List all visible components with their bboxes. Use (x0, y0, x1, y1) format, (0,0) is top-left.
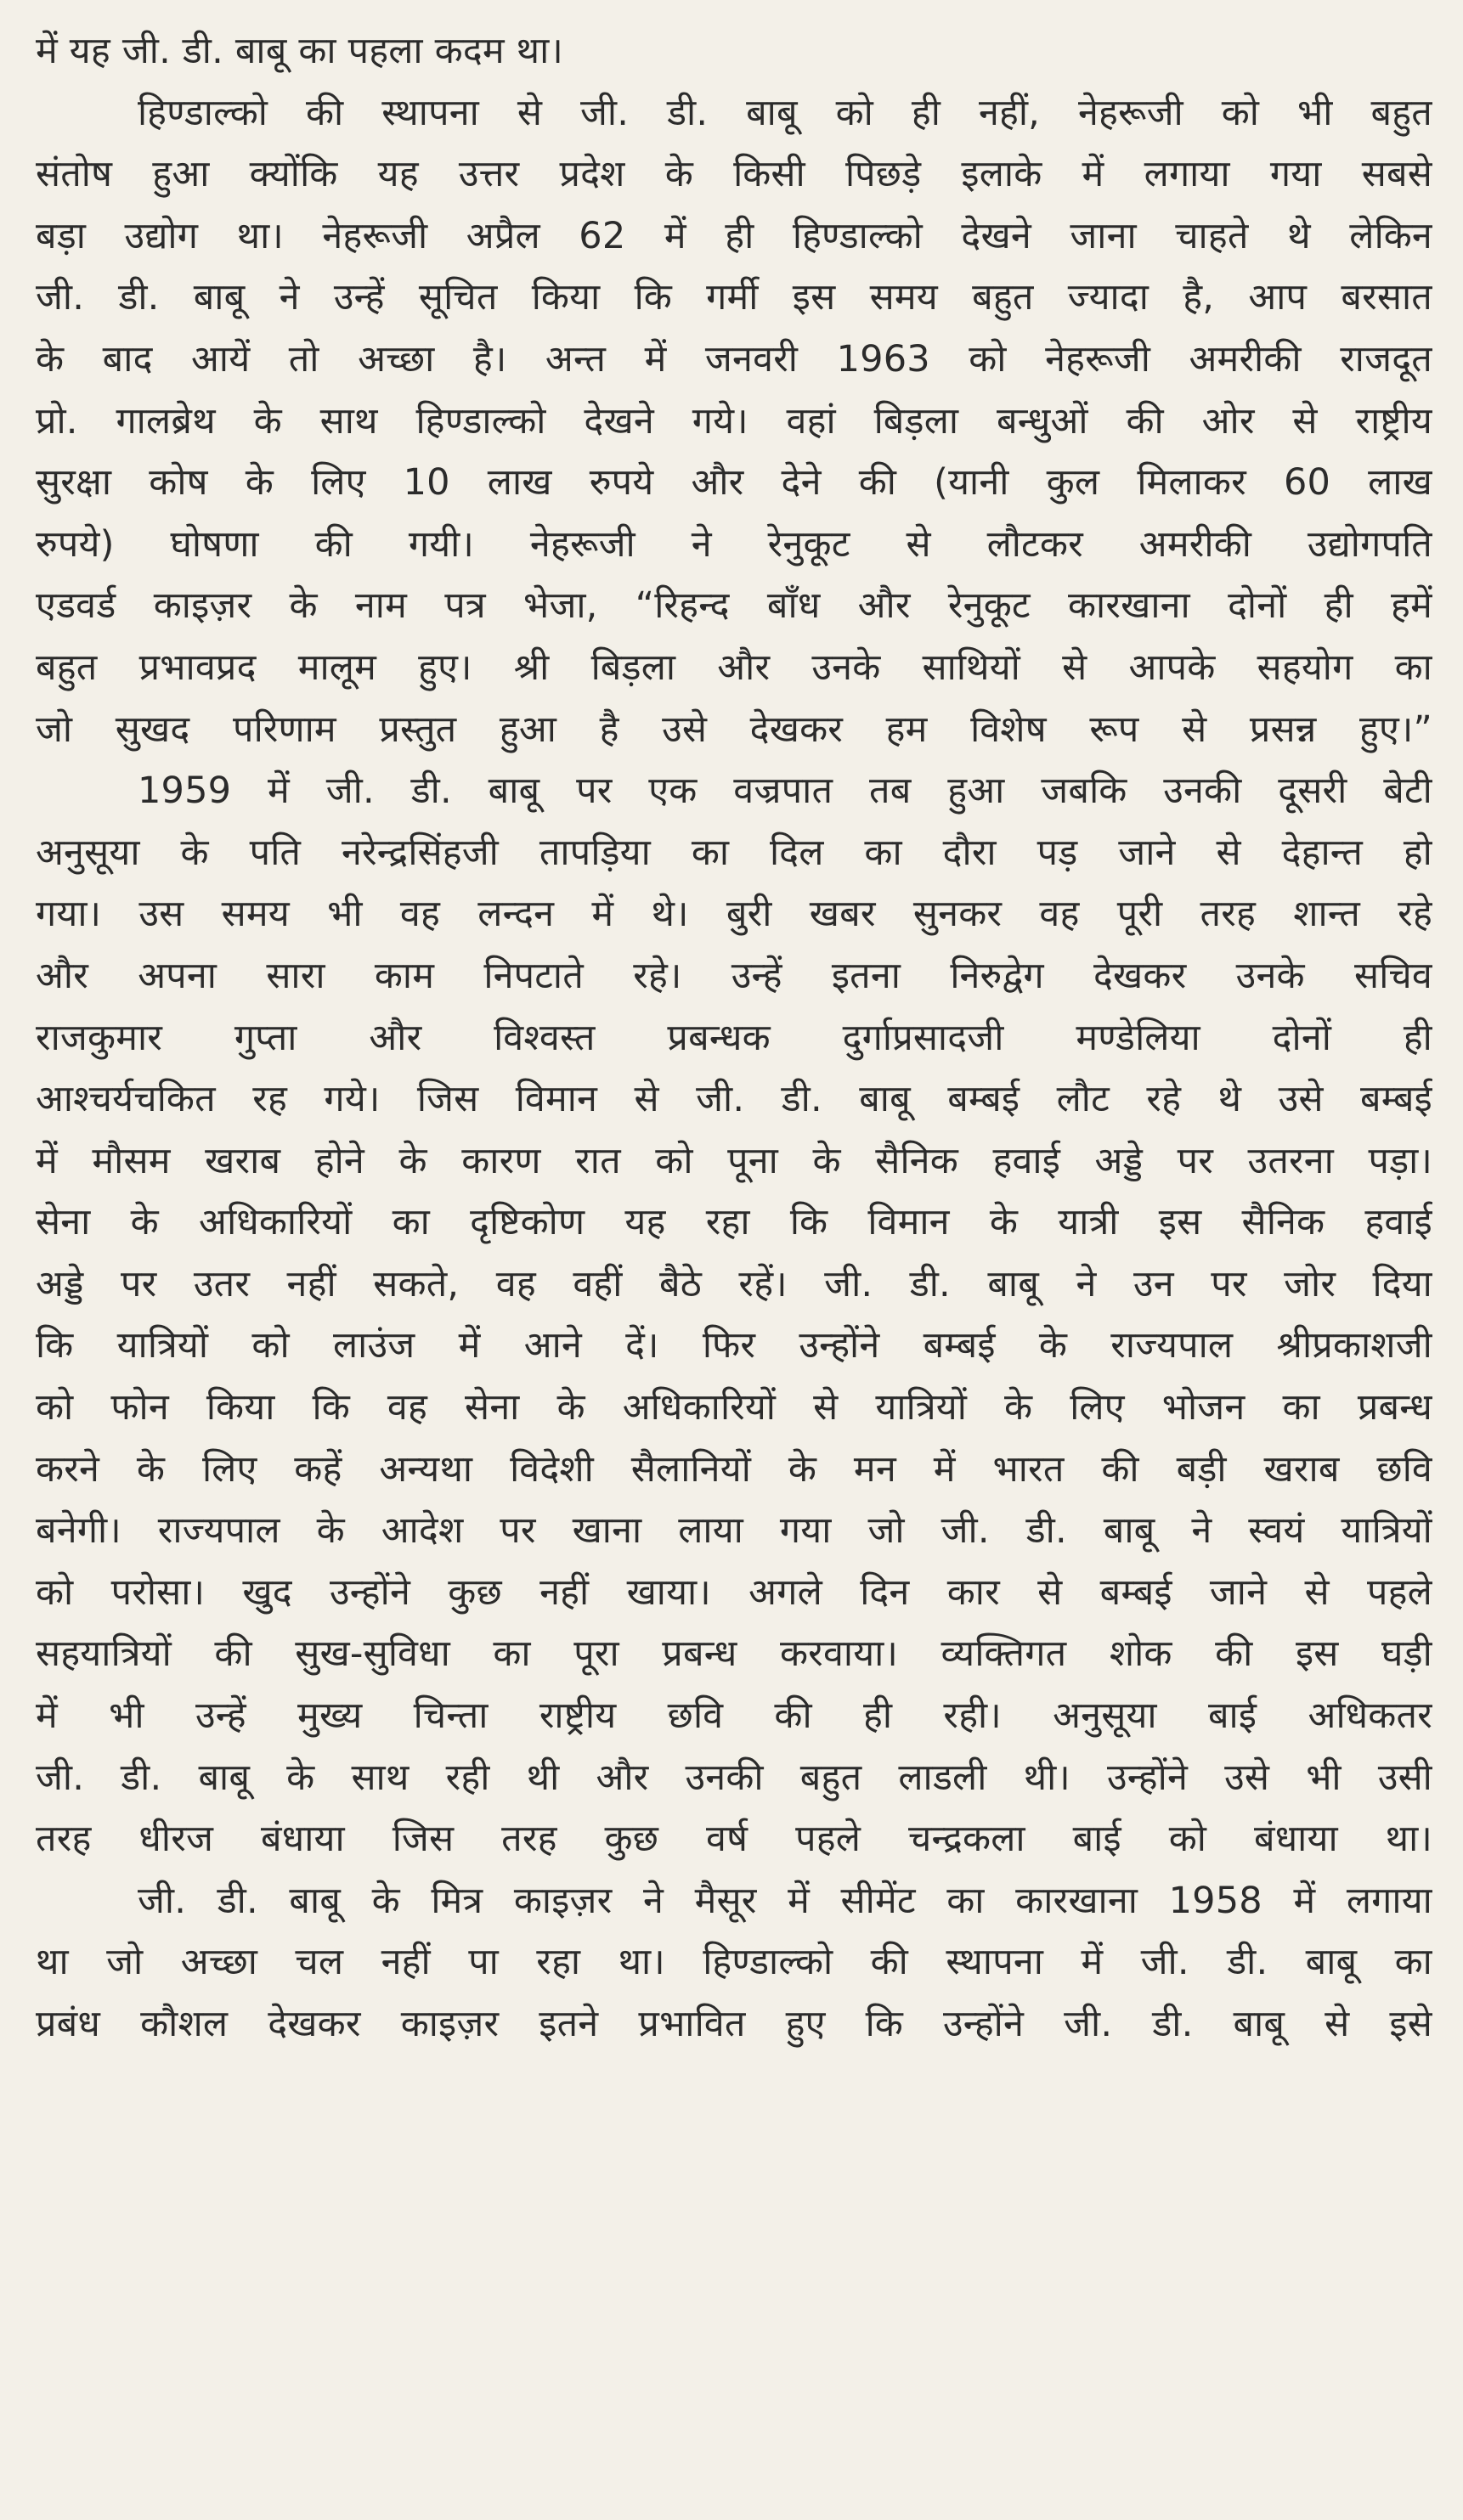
text-line-18: आश्चर्यचकित रह गये। जिस विमान से जी. डी. बाबू बम्बई लौट रहे थे उसे बम्बई (36, 1078, 1432, 1121)
text-line-25: बनेगी। राज्यपाल के आदेश पर खाना लाया गया जो जी. डी. बाबू ने स्वयं यात्रियों (36, 1509, 1432, 1553)
text-line-8: सुरक्षा कोष के लिए 10 लाख रुपये और देने की (यानी कुल मिलाकर 60 लाख (36, 461, 1432, 505)
text-line-3: संतोष हुआ क्योंकि यह उत्तर प्रदेश के किसी पिछड़े इलाके में लगाया गया सबसे (36, 153, 1432, 196)
text-line-4: बड़ा उद्योग था। नेहरूजी अप्रैल 62 में ही हिण्डाल्को देखने जाना चाहते थे लेकिन (36, 214, 1432, 257)
text-line-10: एडवर्ड काइज़र के नाम पत्र भेजा, “रिहन्द बाँध और रेनुकूट कारखाना दोनों ही हमें (36, 584, 1432, 628)
text-line-2: हिण्डाल्को की स्थापना से जी. डी. बाबू को ही नहीं, नेहरूजी को भी बहुत (138, 91, 1432, 134)
text-line-9: रुपये) घोषणा की गयी। नेहरूजी ने रेनुकूट से लौटकर अमरीकी उद्योगपति (36, 522, 1432, 566)
text-line-27: सहयात्रियों की सुख-सुविधा का पूरा प्रबन्ध करवाया। व्यक्तिगत शोक की इस घड़ी (36, 1632, 1432, 1676)
text-line-22: कि यात्रियों को लाउंज में आने दें। फिर उन्होंने बम्बई के राज्यपाल श्रीप्रकाशजी (36, 1324, 1432, 1367)
text-line-33: प्रबंध कौशल देखकर काइज़र इतने प्रभावित हुए कि उन्होंने जी. डी. बाबू से इसे (36, 2003, 1432, 2045)
text-line-28: में भी उन्हें मुख्य चिन्ता राष्ट्रीय छवि की ही रही। अनुसूया बाई अधिकतर (36, 1694, 1432, 1738)
text-line-23: को फोन किया कि वह सेना के अधिकारियों से यात्रियों के लिए भोजन का प्रबन्ध (36, 1386, 1432, 1429)
text-line-5: जी. डी. बाबू ने उन्हें सूचित किया कि गर्मी इस समय बहुत ज्यादा है, आप बरसात (36, 276, 1432, 319)
text-line-31: जी. डी. बाबू के मित्र काइज़र ने मैसूर में सीमेंट का कारखाना 1958 में लगाया (138, 1879, 1432, 1922)
text-line-24: करने के लिए कहें अन्यथा विदेशी सैलानियों के मन में भारत की बड़ी खराब छवि (36, 1447, 1432, 1491)
text-line-15: गया। उस समय भी वह लन्दन में थे। बुरी खबर सुनकर वह पूरी तरह शान्त रहे (36, 893, 1432, 936)
text-line-1: में यह जी. डी. बाबू का पहला कदम था। (36, 30, 563, 72)
text-line-7: प्रो. गालब्रेथ के साथ हिण्डाल्को देखने गये। वहां बिड़ला बन्धुओं की ओर से राष्ट्रीय (36, 399, 1432, 443)
text-line-13: 1959 में जी. डी. बाबू पर एक वज्रपात तब हुआ जबकि उनकी दूसरी बेटी (138, 770, 1432, 813)
text-line-29: जी. डी. बाबू के साथ रही थी और उनकी बहुत लाडली थी। उन्होंने उसे भी उसी (36, 1756, 1432, 1799)
text-line-21: अड्डे पर उतर नहीं सकते, वह वहीं बैठे रहें। जी. डी. बाबू ने उन पर जोर दिया (36, 1262, 1432, 1305)
text-line-12: जो सुखद परिणाम प्रस्तुत हुआ है उसे देखकर हम विशेष रूप से प्रसन्न हुए।” (36, 708, 1432, 751)
text-line-32: था जो अच्छा चल नहीं पा रहा था। हिण्डाल्को की स्थापना में जी. डी. बाबू का (36, 1941, 1432, 1984)
text-line-17: राजकुमार गुप्ता और विश्वस्त प्रबन्धक दुर्गाप्रसादजी मण्डेलिया दोनों ही (36, 1016, 1432, 1059)
text-line-19: में मौसम खराब होने के कारण रात को पूना के सैनिक हवाई अड्डे पर उतरना पड़ा। (36, 1139, 1432, 1182)
text-line-14: अनुसूया के पति नरेन्द्रसिंहजी तापड़िया का दिल का दौरा पड़ जाने से देहान्त हो (36, 831, 1432, 874)
text-line-26: को परोसा। खुद उन्होंने कुछ नहीं खाया। अगले दिन कार से बम्बई जाने से पहले (36, 1570, 1432, 1614)
text-line-16: और अपना सारा काम निपटाते रहे। उन्हें इतना निरुद्वेग देखकर उनके सचिव (36, 954, 1432, 997)
text-line-6: के बाद आयें तो अच्छा है। अन्त में जनवरी 1963 को नेहरूजी अमरीकी राजदूत (36, 337, 1432, 381)
text-line-11: बहुत प्रभावप्रद मालूम हुए। श्री बिड़ला और उनके साथियों से आपके सहयोग का (36, 646, 1432, 689)
text-line-20: सेना के अधिकारियों का दृष्टिकोण यह रहा कि विमान के यात्री इस सैनिक हवाई (36, 1201, 1432, 1244)
text-line-30: तरह धीरज बंधाया जिस तरह कुछ वर्ष पहले चन्द्रकला बाई को बंधाया था। (36, 1818, 1432, 1861)
